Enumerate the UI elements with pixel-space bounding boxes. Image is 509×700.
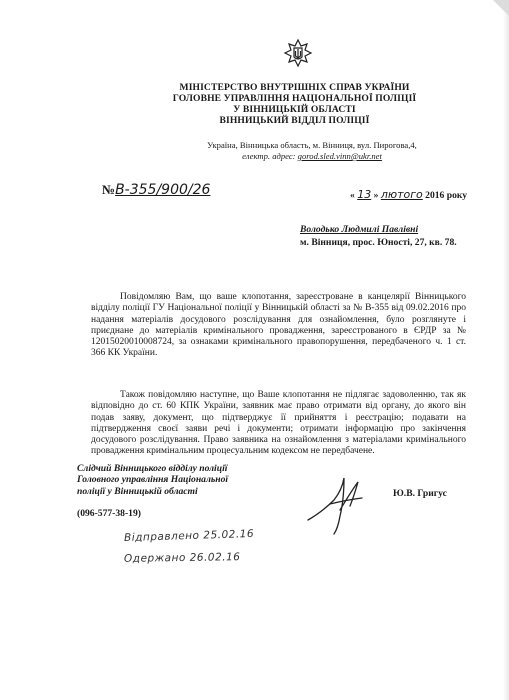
scan-edge-shadow	[503, 0, 509, 700]
handwritten-number: В-355/900/26	[115, 182, 211, 198]
received-date-note: Одержано 26.02.16	[123, 551, 241, 565]
registration-number	[102, 182, 210, 198]
signatory-title	[77, 463, 297, 497]
org-line-main-directorate: ГОЛОВНЕ УПРАВЛІННЯ НАЦІОНАЛЬНОЇ ПОЛІЦІЇ	[172, 93, 417, 104]
signatory-title-line-3: поліції у Вінницькій області	[77, 485, 198, 497]
org-line-department: ВІННИЦЬКИЙ ВІДДІЛ ПОЛІЦІЇ	[219, 115, 370, 126]
sender-email-line	[152, 151, 472, 162]
signatory-name: Ю.В. Григус	[393, 488, 447, 499]
handwritten-signature	[300, 470, 380, 540]
body-paragraph-1: Повідомляю Вам, що ваше клопотання, зареєстроване в канцелярії Вінницького відділу поліції ГУ Національної поліції у Вінницькій області за № В-355 від 09.02.2016 про надання матеріалів досудового розслідування для ознайомлення, було розглянуте і приєднане до матеріалів кримінального провадження, зареєстрованого в ЄРДР за № 12015020010008724, за ознаками кримінального правопорушення, передбаченого ч. 1 ст. 366 КК України.	[91, 292, 466, 359]
email-address: gorod.sled.vinn@ukr.net	[297, 151, 382, 161]
sent-date-note: Відправлено 25.02.16	[123, 527, 255, 545]
recipient-name: Волoдько Людмилі Павлівні	[300, 224, 419, 235]
date-open-quote: «	[350, 190, 355, 201]
sender-address: Україна, Вінницька область, м. Вінниця, вул. Пирогова,4,	[207, 140, 417, 150]
org-line-ministry: МІНІСТЕРСТВО ВНУТРІШНІХ СПРАВ УКРАЇНИ	[179, 82, 410, 93]
body-paragraph-2: Також повідомляю наступне, що Ваше клопотання не підлягає задоволенню, так як відповідно до ст. 60 КПК України, заявник має право отримати від органу, до якого він подав заяву, документ, що підтверджує її прийняття і реєстрацію; подавати на підтвердження своєї заяви речі і документи; отримати інформацію про закінчення досудового розслідування. Право заявника на ознайомлення з матеріалами кримінального провадження кримінальним процесуальним кодексом не передбачене.	[91, 390, 466, 457]
date-day: 13	[357, 188, 372, 201]
scan-corner-fold	[493, 0, 509, 16]
signatory-title-line-1: Слідчий Вінницького відділу поліції	[77, 463, 228, 474]
org-line-region: У ВІННИЦЬКІЙ ОБЛАСТІ	[233, 104, 356, 115]
number-sign: №	[102, 182, 116, 197]
recipient-address: м. Вінниця, прос. Юності, 27, кв. 78.	[300, 237, 457, 248]
date-year: 2016 року	[425, 190, 468, 201]
email-label: електр. адрес:	[242, 151, 298, 161]
date-month: лютого	[380, 188, 423, 201]
letter-date	[350, 188, 467, 201]
signatory-phone: (096-577-38-19)	[77, 508, 141, 519]
signatory-title-line-2: Головного управління Національної	[77, 474, 229, 486]
police-emblem-icon	[283, 38, 313, 78]
date-close-quote: »	[373, 190, 379, 201]
